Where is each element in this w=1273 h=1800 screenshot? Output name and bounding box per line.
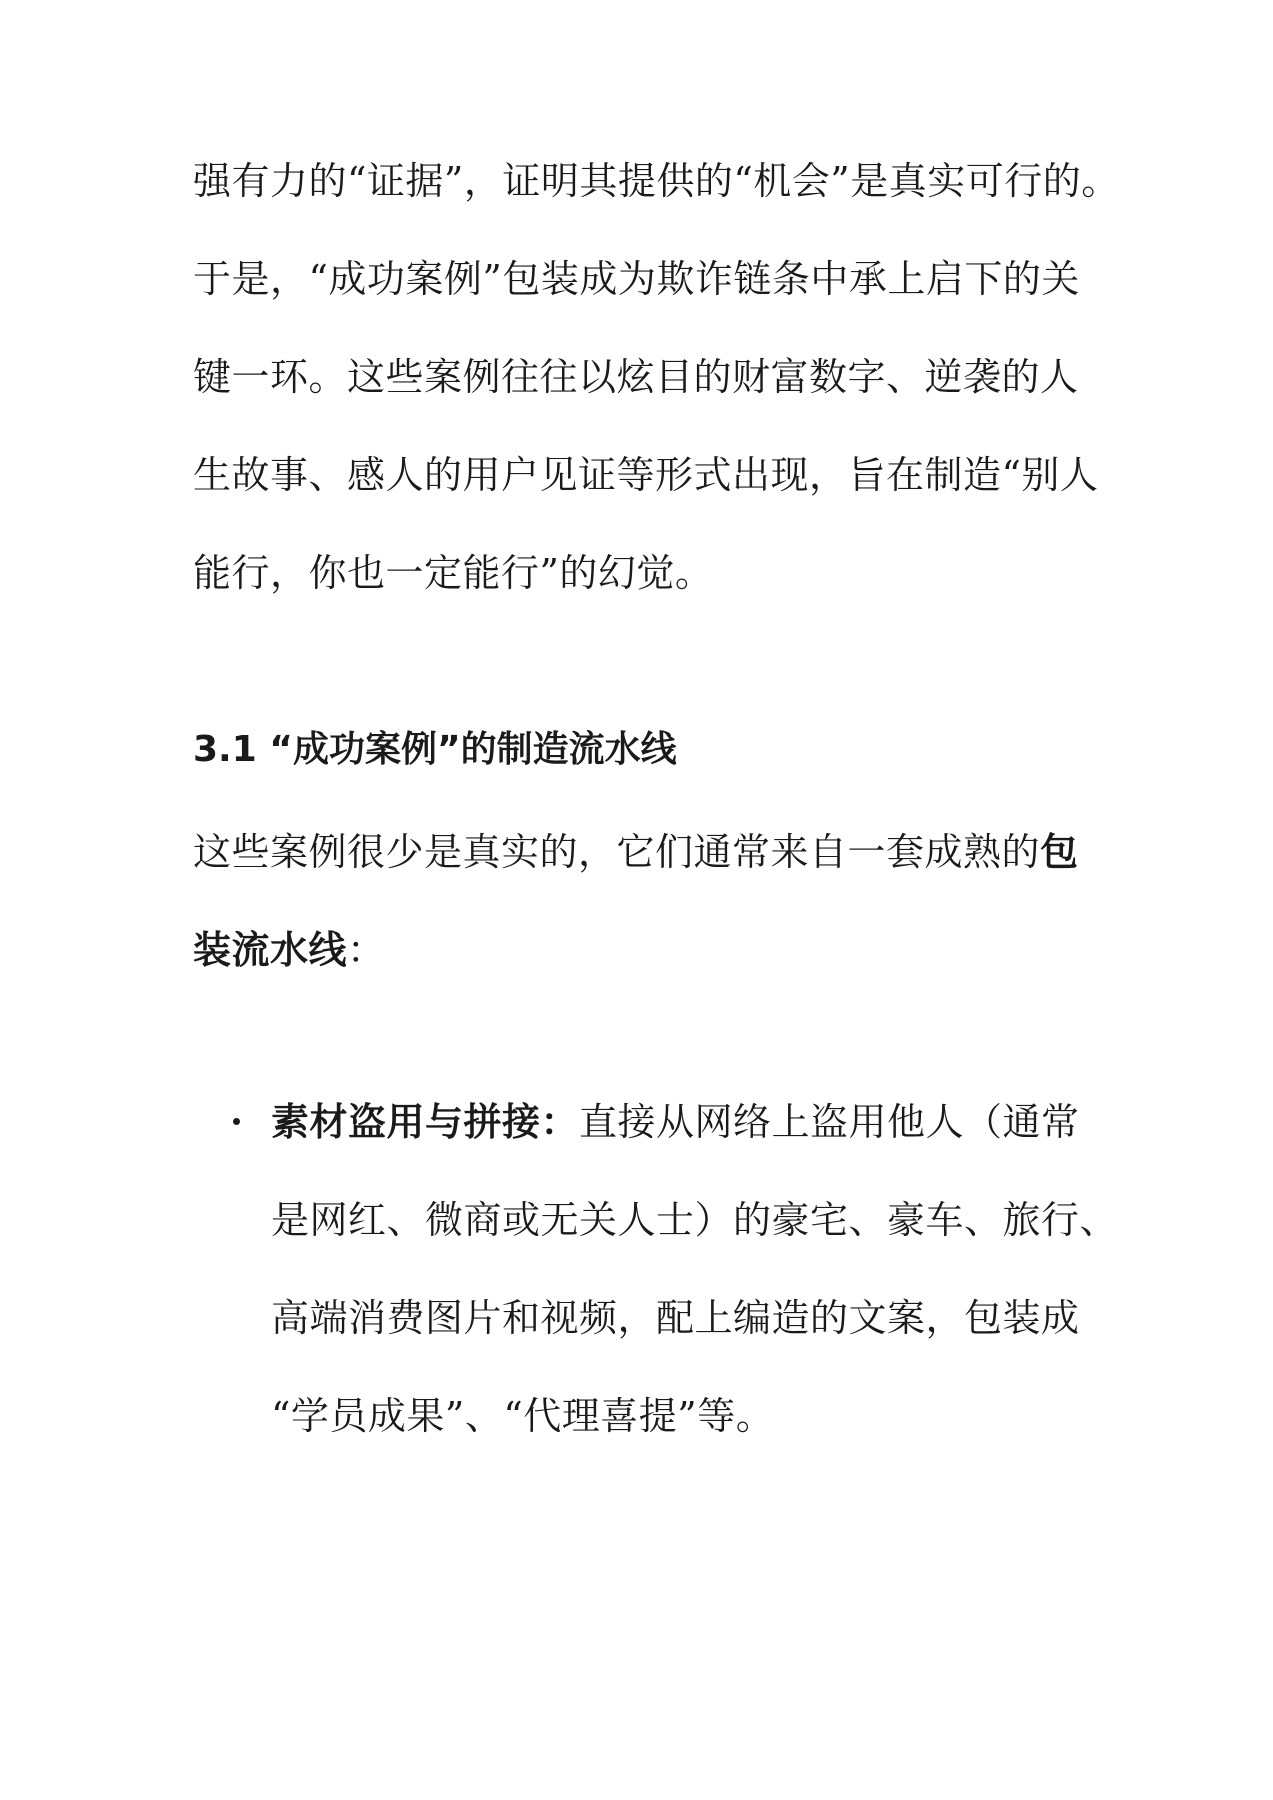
paragraph-line: 强有力的“证据”，证明其提供的“机会”是真实可行的。 bbox=[193, 159, 1120, 203]
bullet-term: 素材盗用与拼接： bbox=[271, 1099, 580, 1144]
emphasis-text: 包 bbox=[1040, 829, 1079, 874]
paragraph-line bbox=[271, 1073, 1091, 1171]
paragraph-text: 这些案例很少是真实的，它们通常来自一套成熟的 bbox=[193, 830, 1041, 874]
paragraph-line: 是网红、微商或无关人士）的豪宅、豪车、旅行、 bbox=[271, 1198, 1119, 1242]
paragraph-line: 高端消费图片和视频，配上编造的文案，包装成 bbox=[271, 1296, 1080, 1340]
paragraph-text: 直接从网络上盗用他人（通常 bbox=[579, 1100, 1080, 1144]
paragraph-line: “学员成果”、“代理喜提”等。 bbox=[271, 1394, 775, 1438]
section-heading: 3.1 “成功案例”的制造流水线 bbox=[193, 729, 677, 770]
emphasis-text: 装流水线 bbox=[193, 927, 348, 972]
bullet-icon bbox=[233, 1118, 240, 1125]
list-item-text bbox=[271, 1073, 1119, 1465]
paragraph-line bbox=[193, 803, 1085, 901]
paragraph-line: 键一环。这些案例往往以炫目的财富数字、逆袭的人 bbox=[193, 355, 1079, 399]
paragraph-line: 能行，你也一定能行”的幻觉。 bbox=[193, 551, 714, 595]
paragraph-line: 于是，“成功案例”包装成为欺诈链条中承上启下的关 bbox=[193, 257, 1080, 301]
paragraph-text: ： bbox=[347, 928, 386, 972]
intro-paragraph bbox=[193, 132, 1120, 622]
paragraph-line: 生故事、感人的用户见证等形式出现，旨在制造“别人 bbox=[193, 453, 1099, 497]
paragraph-line bbox=[193, 901, 1085, 999]
section-paragraph bbox=[193, 803, 1085, 999]
